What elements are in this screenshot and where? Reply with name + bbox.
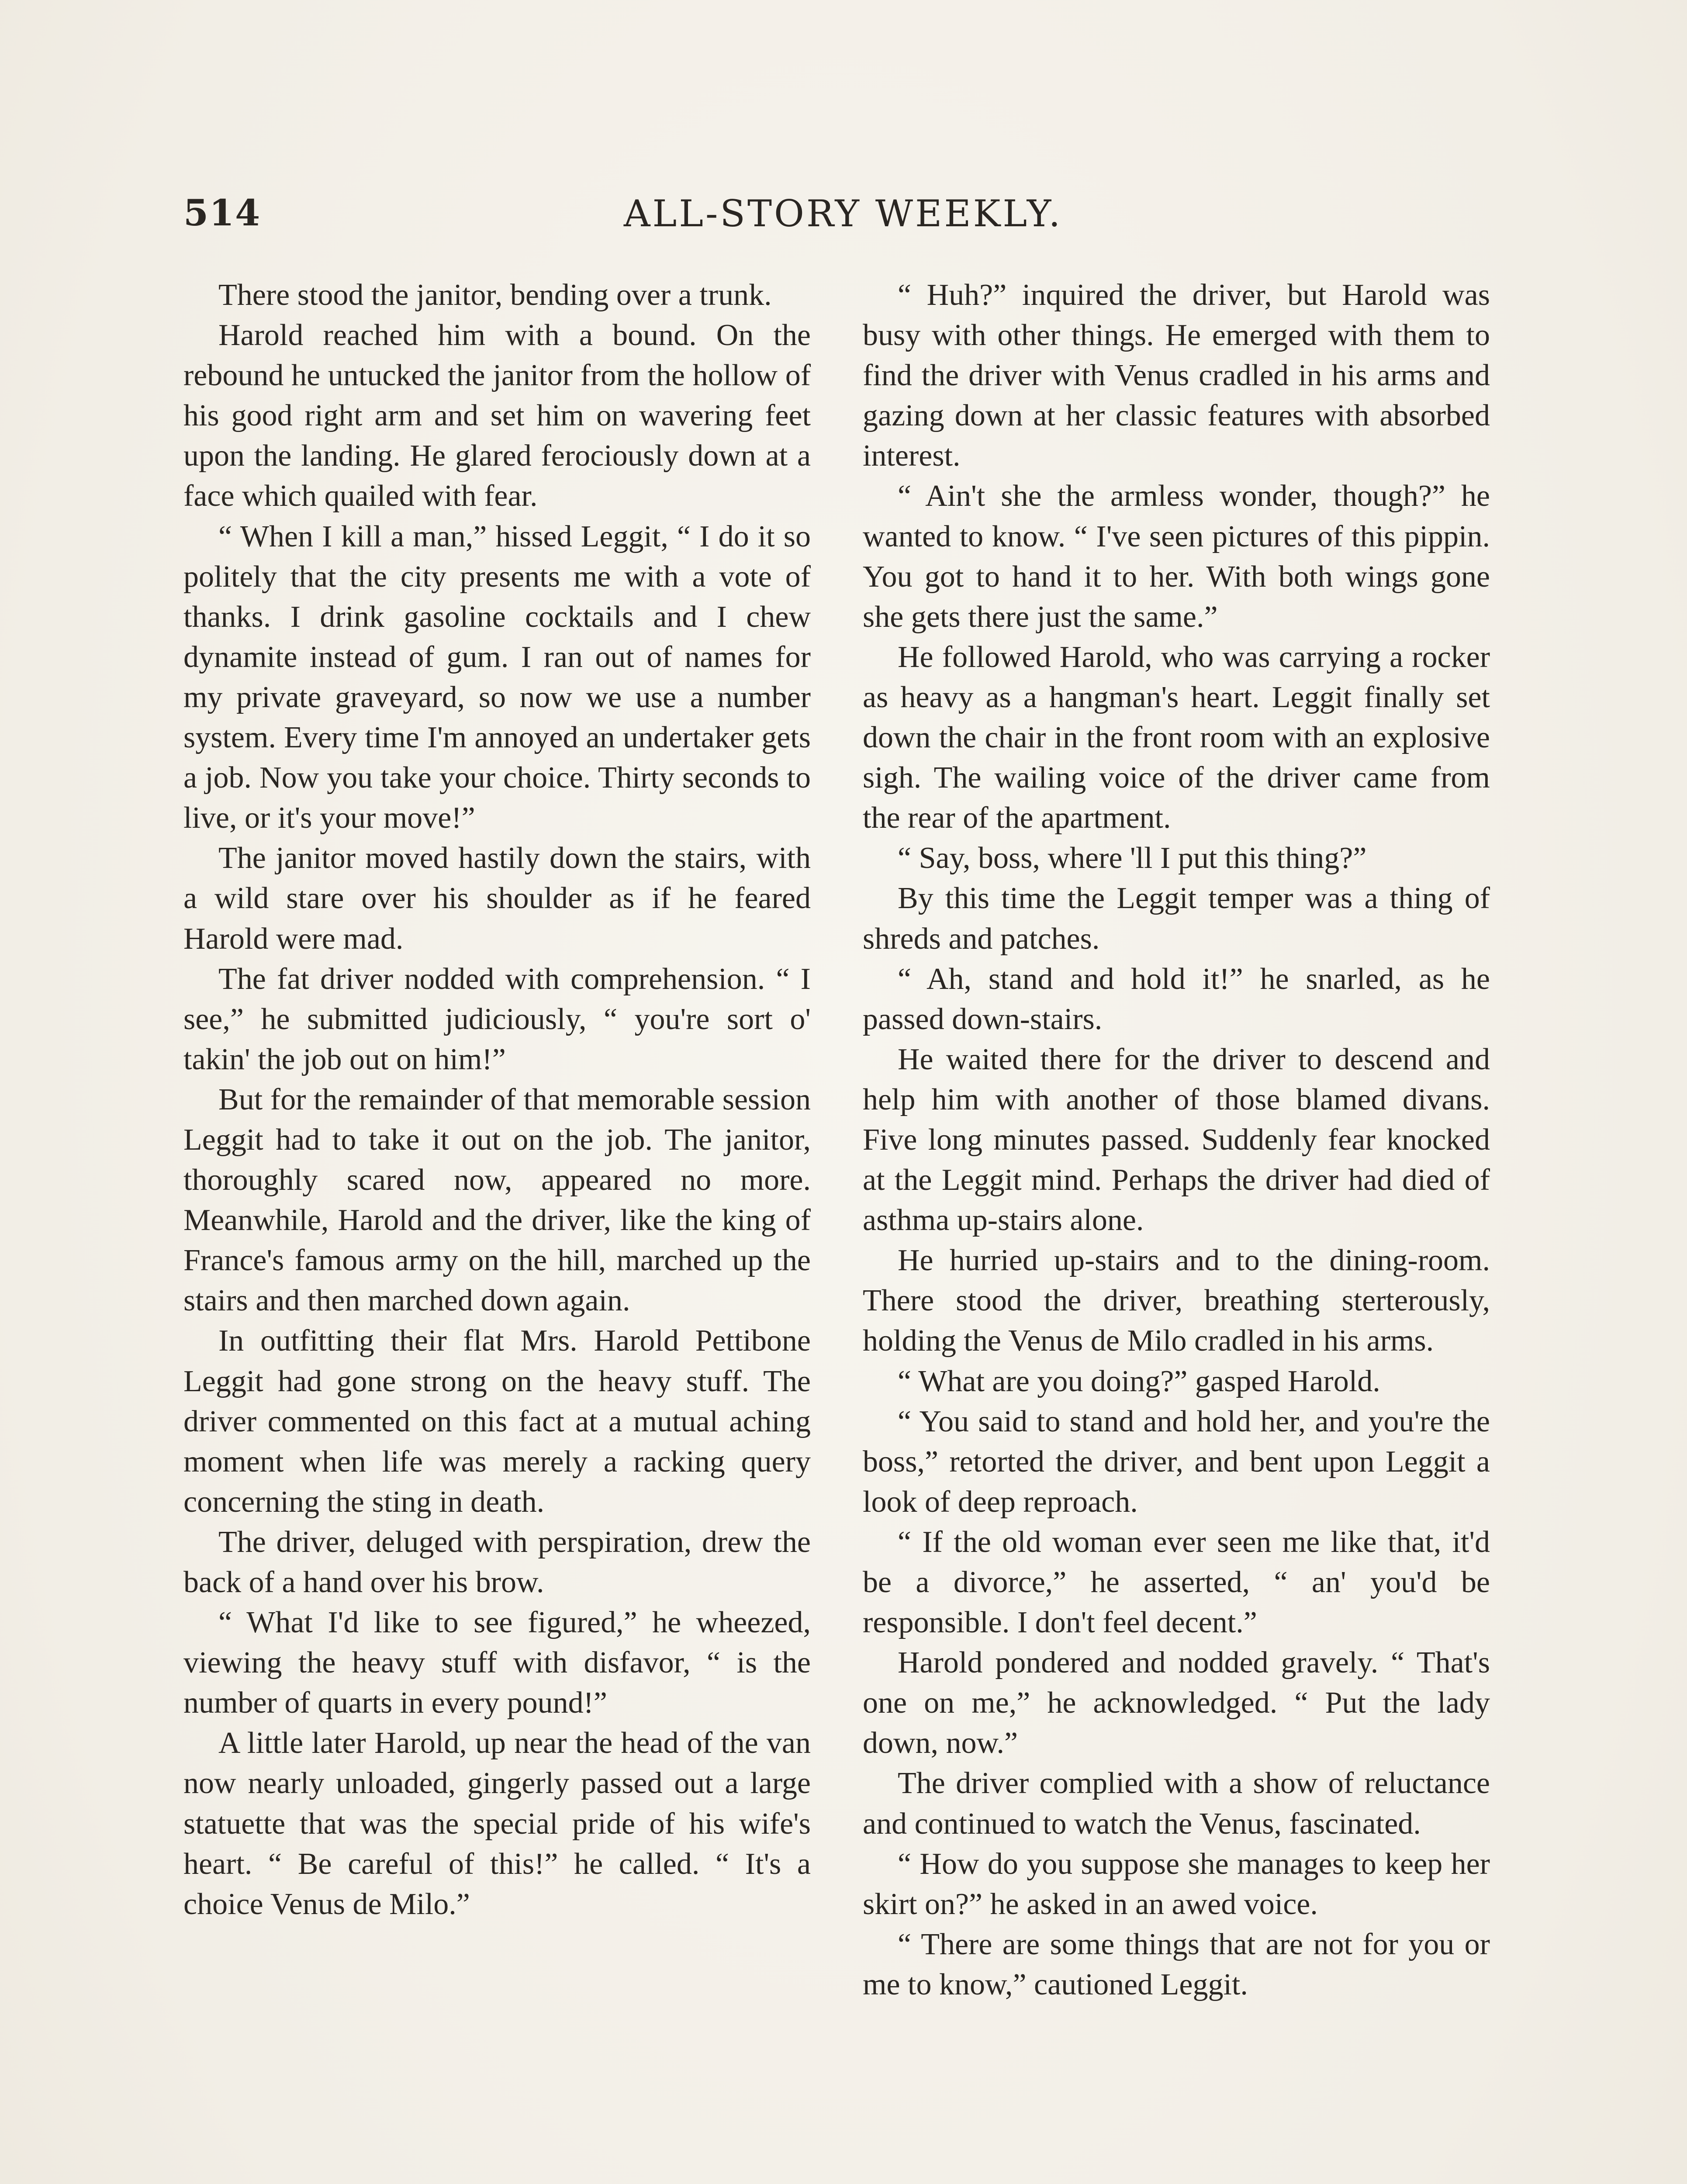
paragraph: Harold pondered and nodded gravely. “ That's one on me,” he acknowledged. “ Put the lady down, now.” [863,1646,1490,1760]
paragraph: In outfitting their flat Mrs. Harold Pettibone Leggit had gone strong on the heavy stuff. The driver commented on this fact at a mutual aching moment when life was merely a racking query concerning the sting in death. [183,1324,811,1519]
paragraph: “ You said to stand and hold her, and you're the boss,” retorted the driver, and bent upon Leggit a look of deep reproach. [863,1404,1490,1519]
paragraph: “ There are some things that are not for you or me to know,” cautioned Leggit. [863,1927,1490,2001]
paragraph: “ Huh?” inquired the driver, but Harold was busy with other things. He emerged with them to find the driver with Venus cradled in his arms and gazing down at her classic features with absorbed interest. [863,278,1490,473]
paragraph: “ How do you suppose she manages to keep her skirt on?” he asked in an awed voice. [863,1847,1490,1921]
paragraph: “ Ah, stand and hold it!” he snarled, as he passed down-stairs. [863,962,1490,1036]
paragraph: “ What are you doing?” gasped Harold. [898,1364,1380,1398]
paragraph: A little later Harold, up near the head of the van now nearly unloaded, gingerly passed out a large statuette that was the special pride of his wife's heart. “ Be careful of this!” he called. “ It's a choice Venus de Milo.” [183,1726,811,1921]
paragraph: He followed Harold, who was carrying a rocker as heavy as a hangman's heart. Leggit finally set down the chair in the front room with an explosive sigh. The wailing voice of the driver came from the rear of the apartment. [863,640,1490,835]
paragraph: “ When I kill a man,” hissed Leggit, “ I do it so politely that the city presents me with a vote of thanks. I drink gasoline cocktails and I chew dynamite instead of gum. I ran out of names for my private graveyard, so now we use a number system. Every time I'm annoyed an undertaker gets a job. Now you take your choice. Thirty seconds to live, or it's your move!” [183,519,811,835]
paragraph: The driver complied with a show of reluctance and continued to watch the Venus, fascinated. [863,1766,1490,1841]
paragraph: The fat driver nodded with comprehension. “ I see,” he submitted judiciously, “ you're sort o' takin' the job out on him!” [183,962,811,1076]
paragraph: Harold reached him with a bound. On the rebound he untucked the janitor from the hollow of his good right arm and set him on wavering feet upon the landing. He glared ferociously down at a face which quailed with fear. [183,318,811,513]
paragraph: By this time the Leggit temper was a thing of shreds and patches. [863,881,1490,956]
running-head: ALL-STORY WEEKLY. [623,192,1063,235]
paragraph: He hurried up-stairs and to the dining-room. There stood the driver, breathing sterterously, holding the Venus de Milo cradled in his arms. [863,1244,1490,1358]
paragraph: There stood the janitor, bending over a trunk. [218,278,772,312]
paragraph: The janitor moved hastily down the stairs, with a wild stare over his shoulder as if he feared Harold were mad. [183,841,811,956]
paragraph: But for the remainder of that memorable session Leggit had to take it out on the job. The janitor, thoroughly scared now, appeared no more. Meanwhile, Harold and the driver, like the king of France's famous army on the hill, marched up the stairs and then marched down again. [183,1082,811,1318]
paragraph: “ If the old woman ever seen me like that, it'd be a divorce,” he asserted, “ an' you'd be responsible. I don't feel decent.” [863,1525,1490,1640]
page-header [183,192,1503,245]
paragraph: “ What I'd like to see figured,” he wheezed, viewing the heavy stuff with disfavor, “ is the number of quarts in every pound!” [183,1606,811,1720]
page-number: 514 [183,192,261,234]
paragraph: He waited there for the driver to descend and help him with another of those blamed divans. Five long minutes passed. Suddenly fear knocked at the Leggit mind. Perhaps the driver had died of asthma up-stairs alone. [863,1042,1490,1237]
paragraph: The driver, deluged with perspiration, drew the back of a hand over his brow. [183,1525,811,1599]
paragraph: “ Say, boss, where 'll I put this thing?” [898,841,1367,875]
left-column [183,275,811,1925]
right-column [863,275,1490,2005]
paragraph: “ Ain't she the armless wonder, though?” he wanted to know. “ I've seen pictures of this pippin. You got to hand it to her. With both wings gone she gets there just the same.” [863,479,1490,634]
